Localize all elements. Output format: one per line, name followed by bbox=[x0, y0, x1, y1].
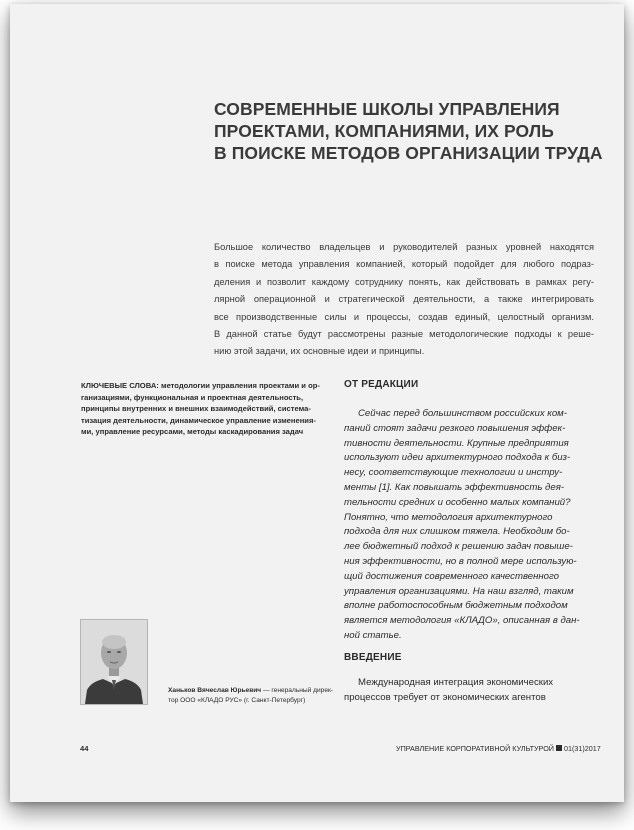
article-lead bbox=[214, 239, 594, 361]
title-line: В ПОИСКЕ МЕТОДОВ ОРГАНИЗАЦИИ ТРУДА bbox=[214, 143, 603, 163]
intro-heading: ВВЕДЕНИЕ bbox=[344, 652, 402, 663]
editorial-line: ния эффективности, но в полной мере использую- bbox=[344, 555, 577, 567]
lead-line: в поиске метода управления компанией, который подойдет для любого подраз- bbox=[214, 259, 594, 270]
editorial-line: Сейчас перед большинством российских ком- bbox=[358, 408, 567, 419]
editorial-line: тивности деятельности. Крупные предприятия bbox=[344, 437, 569, 449]
title-line: ПРОЕКТАМИ, КОМПАНИЯМИ, ИХ РОЛЬ bbox=[214, 121, 554, 141]
intro-text bbox=[344, 675, 594, 705]
author-name: Ханьков Вячеслав Юрьевич bbox=[168, 687, 262, 694]
editorial-line: менты [1]. Как повышать эффективность дея- bbox=[344, 481, 565, 493]
editorial-line: несу, соответствующие технологии и инстру- bbox=[344, 467, 563, 479]
editorial-line: паний стоят задачи резкого повышения эффек- bbox=[344, 422, 566, 434]
intro-line: Международная интеграция экономических bbox=[358, 677, 554, 688]
keywords-line: ми, управление ресурсами, методы каскадирования задач bbox=[81, 427, 304, 436]
journal-footer bbox=[396, 744, 601, 753]
lead-line: деления и позволит каждому сотруднику понять, как действовать в рамках регу- bbox=[214, 276, 594, 287]
author-role-part-2: тор ООО «КЛАДО РУС» (г. Санкт-Петербург) bbox=[168, 697, 306, 704]
title-line: СОВРЕМЕННЫЕ ШКОЛЫ УПРАВЛЕНИЯ bbox=[214, 99, 560, 119]
author-portrait-image bbox=[81, 620, 147, 704]
author-photo bbox=[80, 619, 148, 705]
article-title bbox=[214, 98, 603, 164]
keywords-line: принципы внутренних и внешних взаимодействий, система- bbox=[81, 404, 311, 413]
lead-line: лярной операционной и стратегической деятельности, а также интегрировать bbox=[214, 294, 594, 305]
journal-name: УПРАВЛЕНИЕ КОРПОРАТИВНОЙ КУЛЬТУРОЙ bbox=[396, 744, 554, 753]
page-number: 44 bbox=[80, 744, 89, 753]
square-separator-icon bbox=[556, 745, 562, 751]
intro-line: процессов требует от экономических агентов bbox=[344, 692, 546, 703]
editorial-line: используют идеи архитектурного подхода к биз- bbox=[344, 452, 571, 464]
editorial-line: щий достижения современного качественного bbox=[344, 570, 559, 582]
keywords-block bbox=[81, 380, 333, 438]
editorial-line: подхода для них слишком тяжела. Необходим бо- bbox=[344, 526, 570, 538]
author-role-part-1: — генеральный дирек- bbox=[261, 687, 334, 694]
editorial-line: вполне работоспособным бюджетным подходом bbox=[344, 600, 568, 612]
author-caption bbox=[168, 686, 338, 706]
keywords-line: КЛЮЧЕВЫЕ СЛОВА: методологии управления проектами и ор- bbox=[81, 381, 320, 390]
keywords-line: ганизациями, функциональная и проектная деятельность, bbox=[81, 392, 304, 402]
lead-line: нию этой задачи, их основные идеи и принципы. bbox=[214, 346, 425, 357]
editorial-line: ной статье. bbox=[344, 629, 402, 641]
lead-line: все производственные силы и процессы, создав единый, целостный организм. bbox=[214, 311, 594, 322]
editorial-line: является методология «КЛАДО», описанная в дан- bbox=[344, 615, 580, 627]
author-line-1 bbox=[168, 686, 338, 696]
editorial-line: управления организациями. На наш взгляд, таким bbox=[344, 585, 574, 597]
editorial-text bbox=[344, 407, 594, 644]
lead-line: В данной статье будут рассмотрены разные методологические подходы к реше- bbox=[214, 329, 594, 340]
journal-issue: 01(31)2017 bbox=[563, 744, 601, 753]
editorial-line: лее бюджетный подход к решению задач повыше- bbox=[344, 541, 573, 553]
editorial-heading: ОТ РЕДАКЦИИ bbox=[344, 379, 419, 390]
lead-line: Большое количество владельцев и руководителей разных уровней находятся bbox=[214, 242, 594, 252]
keywords-line: тизация деятельности, динамическое управление изменения- bbox=[81, 415, 316, 425]
editorial-line: Понятно, что методология архитектурного bbox=[344, 511, 553, 523]
editorial-line: тельности средних и особенно малых компаний? bbox=[344, 496, 571, 508]
